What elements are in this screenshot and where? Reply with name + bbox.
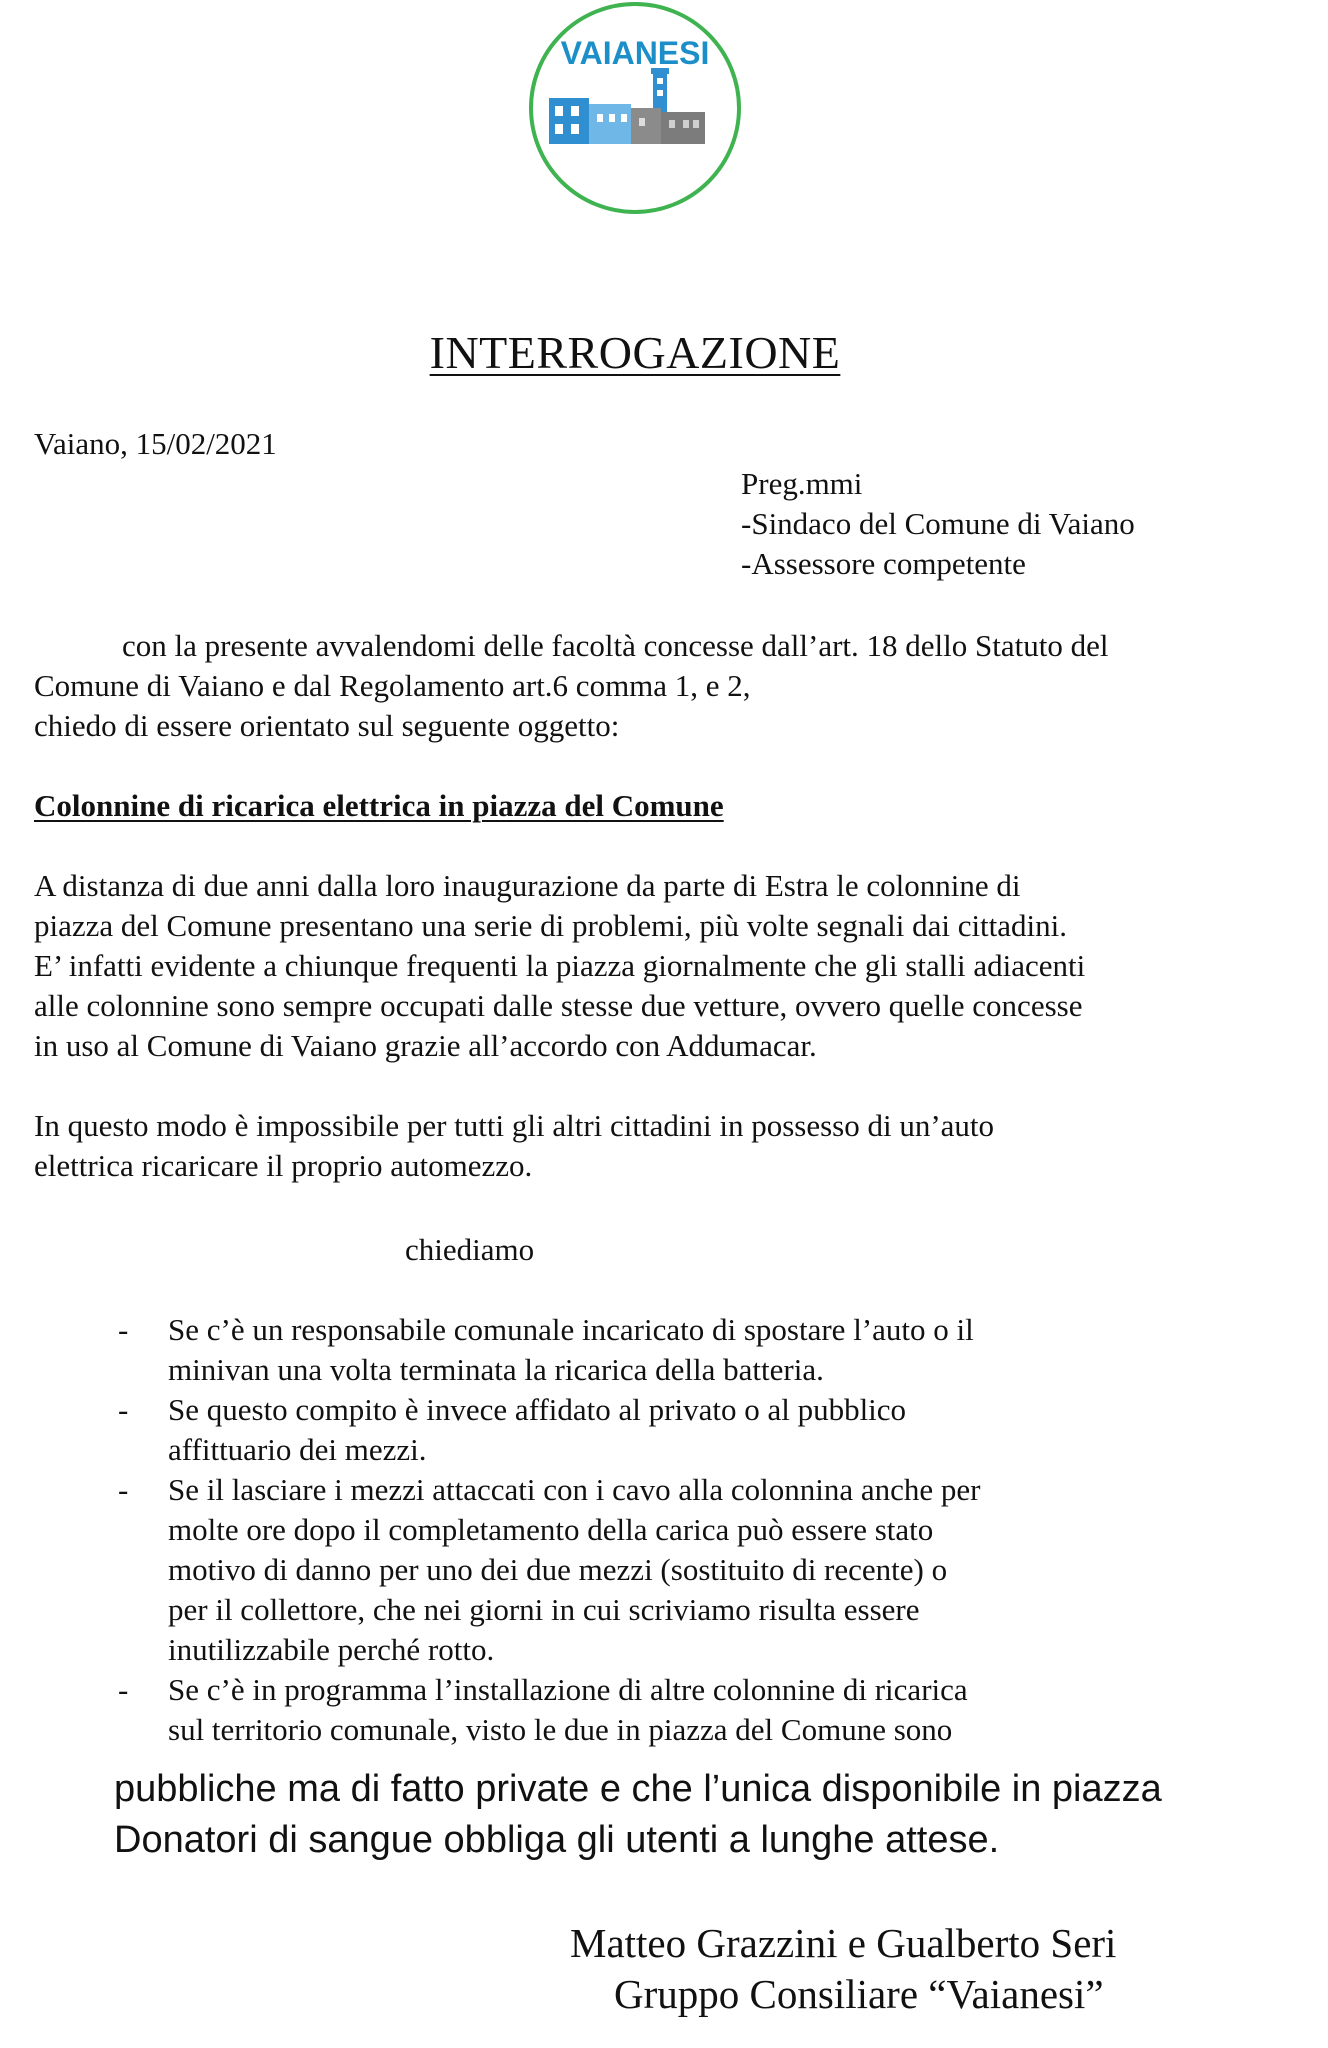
intro-line: con la presente avvalendomi delle facoltà concesse dall’art. 18 dello Statuto del (122, 628, 1109, 663)
bullet-dash: - (118, 1392, 129, 1427)
vaianesi-logo (527, 0, 743, 216)
paragraph-line: elettrica ricaricare il proprio automezzo. (34, 1148, 533, 1183)
intro-line: chiedo di essere orientato sul seguente oggetto: (34, 708, 620, 743)
list-item (118, 1310, 980, 1390)
request-list (118, 1310, 980, 1750)
intro-line: Comune di Vaiano e dal Regolamento art.6 comma 1, e 2, (34, 668, 751, 703)
paragraph-line: alle colonnine sono sempre occupati dalle stesse due vetture, ovvero quelle concesse (34, 988, 1083, 1023)
bullet-dash: - (118, 1312, 129, 1347)
list-item-line: Se questo compito è invece affidato al privato o al pubblico (168, 1392, 907, 1427)
recipient-line: -Sindaco del Comune di Vaiano (741, 506, 1135, 541)
logo-text: VAIANESI (560, 35, 710, 71)
signature-names: Matteo Grazzini e Gualberto Seri (570, 1920, 1117, 1966)
closing-line: Donatori di sangue obbliga gli utenti a lunghe attese. (114, 1819, 1000, 1861)
list-item (118, 1390, 980, 1470)
recipient-line: -Assessore competente (741, 546, 1026, 581)
list-item-line: molte ore dopo il completamento della carica può essere stato (168, 1512, 934, 1547)
list-item-line: minivan una volta terminata la ricarica della batteria. (168, 1352, 824, 1387)
list-item-line: Se c’è un responsabile comunale incaricato di spostare l’auto o il (168, 1312, 974, 1347)
recipient-line: Preg.mmi (741, 466, 863, 501)
place-date: Vaiano, 15/02/2021 (34, 426, 277, 461)
list-item-line: sul territorio comunale, visto le due in piazza del Comune sono (168, 1712, 953, 1747)
list-item (118, 1670, 980, 1750)
paragraph-line: A distanza di due anni dalla loro inaugurazione da parte di Estra le colonnine di (34, 868, 1021, 903)
ask-label: chiediamo (405, 1232, 535, 1267)
subject-heading: Colonnine di ricarica elettrica in piazza del Comune (34, 788, 724, 823)
list-item-line: Se c’è in programma l’installazione di altre colonnine di ricarica (168, 1672, 968, 1707)
paragraph-line: E’ infatti evidente a chiunque frequenti la piazza giornalmente che gli stalli adiacenti (34, 948, 1086, 983)
document-title: INTERROGAZIONE (429, 327, 841, 378)
signature-group: Gruppo Consiliare “Vaianesi” (614, 1971, 1104, 2017)
intro-paragraph (34, 626, 1108, 746)
paragraph-line: In questo modo è impossibile per tutti gli altri cittadini in possesso di un’auto (34, 1108, 995, 1143)
paragraph-line: piazza del Comune presentano una serie di problemi, più volte segnali dai cittadini. (34, 908, 1068, 943)
list-item-line: affittuario dei mezzi. (168, 1432, 427, 1467)
closing-line: pubbliche ma di fatto private e che l’unica disponibile in piazza (114, 1768, 1162, 1810)
recipients-block (741, 464, 1135, 584)
paragraph-line: in uso al Comune di Vaiano grazie all’accordo con Addumacar. (34, 1028, 817, 1063)
list-item-line: inutilizzabile perché rotto. (168, 1632, 495, 1667)
body-paragraph-1 (34, 866, 1085, 1066)
list-item-line: per il collettore, che nei giorni in cui scriviamo risulta essere (168, 1592, 920, 1627)
body-paragraph-2 (34, 1106, 994, 1186)
closing-paragraph (114, 1764, 1162, 1866)
list-item-line: Se il lasciare i mezzi attaccati con i cavo alla colonnina anche per (168, 1472, 981, 1507)
bullet-dash: - (118, 1672, 129, 1707)
bullet-dash: - (118, 1472, 129, 1507)
list-item-line: motivo di danno per uno dei due mezzi (sostituito di recente) o (168, 1552, 948, 1587)
list-item (118, 1470, 980, 1670)
